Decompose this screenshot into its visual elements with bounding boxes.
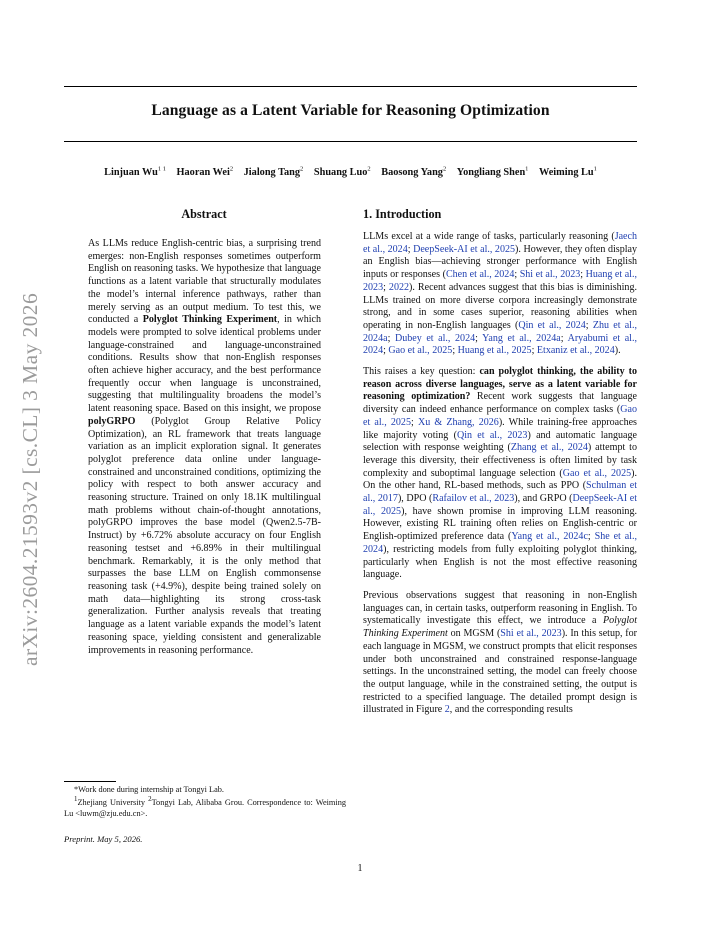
author: Shuang Luo$^2$ <box>313 166 371 179</box>
author: Haoran Wei$^2$ <box>176 166 234 179</box>
citation-link[interactable]: Etxaniz et al., 2024 <box>536 345 615 357</box>
title-rule-top <box>64 86 637 87</box>
figure-link[interactable]: 2 <box>444 704 450 716</box>
author: Jialong Tang$^2$ <box>243 166 304 179</box>
citation-link[interactable]: DeepSeek-AI et al., 2025 <box>363 493 638 517</box>
title-rule-bottom <box>64 141 637 142</box>
citation-link[interactable]: Shi et al., 2023 <box>519 269 581 281</box>
citation-link[interactable]: Zhu et al., 2024a <box>363 319 638 344</box>
citation-link[interactable]: She et al., 2024 <box>363 531 637 555</box>
citation-link[interactable]: DeepSeek-AI et al., 2025 <box>413 243 516 255</box>
citation-link[interactable]: Dubey et al., 2024 <box>394 332 476 344</box>
citation-link[interactable]: Gao et al., 2025 <box>363 404 637 428</box>
abstract-text: As LLMs reduce English-centric bias, a surprising trend emerges: non-English responses sometimes outperform English on reasoning tasks. We hypothesize that language functions as a latent variable that structurally modulates the model’s internal inference pathways, rather than merely serving as an output medium. To test this, we conducted a Polyglot Thinking Experiment, in which models were prompted to solve identical problems under language-constrained and language-unconstrained conditions. Results show that non-English responses often achieve higher accuracy, and the best performance frequently occur when language is unconstrained, suggesting that multilinguality broadens the model’s latent reasoning space. Based on this insight, we propose polyGRPO (Polyglot Group Relative Policy Optimization), an RL framework that treats language variation as an implicit exploration signal. It generates polyglot preference data online under language-constrained and unconstrained conditions, optimizing the policy with respect to both answer accuracy and reasoning structure. Trained on only 18.1K multilingual math problems without chain-of-thought annotations, polyGRPO improves the base model (Qwen2.5-7B-Instruct) by +6.72% absolute accuracy on four English reasoning testset and +6.89% in their multilingual benchmark. Remarkably, it is the only method that surpasses the base LLM on English commonsense reasoning task (+4.9%), despite being trained solely on math data—highlighting its strong cross-task generalization. Further analysis reveals that treating language as a latent variable expands the model’s latent reasoning space, yielding consistent and generalizable improvements in reasoning performance. <box>88 238 321 656</box>
citation-link[interactable]: Yang et al., 2024c <box>511 531 588 543</box>
citation-link[interactable]: Qin et al., 2023 <box>456 429 528 441</box>
author: Yongliang Shen$^1$ <box>456 166 529 179</box>
paragraph: LLMs excel at a wide range of tasks, particularly reasoning (Jaech et al., 2024; DeepSeek-AI et al., 2025). However, they often display an English bias—achieving stronger performance with English inputs or responses (Chen et al., 2024; Shi et al., 2023; Huang et al., 2023; 2022). Recent advances suggest that this bias is diminishing. LLMs trained on more diverse corpora increasingly demonstrate strong, and in some cases superior, reasoning abilities when operating in non-English languages (Qin et al., 2024; Zhu et al., 2024a; Dubey et al., 2024; Yang et al., 2024a; Aryabumi et al., 2024; Gao et al., 2025; Huang et al., 2025; Etxaniz et al., 2024). <box>363 231 638 357</box>
citation-link[interactable]: Shi et al., 2023 <box>500 628 562 640</box>
citation-link[interactable]: Jaech et al., 2024 <box>363 231 637 255</box>
citation-link[interactable]: Schulman et al., 2017 <box>363 480 637 505</box>
paragraph: This raises a key question: can polyglot thinking, the ability to reason across diverse languages, serve as a latent variable for reasoning optimization? Recent work suggests that language diversity can indeed enhance performance on complex tasks (Gao et al., 2025; Xu & Zhang, 2026). While training-free approaches like majority voting (Qin et al., 2023) and automatic language selection with response weighting (Zhang et al., 2024) attempt to leverage this diversity, their effectiveness is often limited by task complexity and suboptimal language selection (Gao et al., 2025). On the other hand, RL-based methods, such as PPO (Schulman et al., 2017), DPO (Rafailov et al., 2023), and GRPO (DeepSeek-AI et al., 2025), have shown promise in improving LLM reasoning. However, existing RL training often relies on English-centric or English-optimized preference data (Yang et al., 2024c; She et al., 2024), restricting models from fully exploiting polyglot thinking, particularly when English is not the most effective reasoning language. <box>363 366 638 581</box>
footnotes <box>64 785 346 819</box>
author-list <box>64 166 637 178</box>
section-heading-introduction: 1. Introduction <box>363 207 442 221</box>
citation-link[interactable]: Gao et al., 2025 <box>562 467 632 479</box>
citation-link[interactable]: Rafailov et al., 2023 <box>432 493 515 505</box>
citation-link[interactable]: Zhang et al., 2024 <box>510 442 588 454</box>
footnote-affiliation: $^1$Zhejiang University $^2$Tongyi Lab, Alibaba Grou. Correspondence to: Weiming Lu <luwm@zju.edu.cn>. <box>64 796 346 818</box>
author: Weiming Lu$^1$ <box>539 166 597 179</box>
introduction-body <box>363 231 637 725</box>
preprint-date: Preprint. May 5, 2026. <box>64 834 143 844</box>
citation-link[interactable]: Xu & Zhang, 2026 <box>417 416 499 428</box>
footnote-rule <box>64 781 116 782</box>
page-number: 1 <box>357 863 363 874</box>
citation-link[interactable]: Huang et al., 2025 <box>457 345 532 357</box>
citation-link[interactable]: Yang et al., 2024a <box>482 332 561 344</box>
author: Linjuan $Wu^{1 1}$ <box>104 166 166 179</box>
abstract-heading: Abstract <box>181 207 227 221</box>
citation-link[interactable]: Aryabumi et al., 2024 <box>363 332 637 357</box>
citation-link[interactable]: Chen et al., 2024 <box>445 269 515 281</box>
citation-link[interactable]: Qin et al., 2024 <box>518 319 586 331</box>
paper-title: Language as a Latent Variable for Reasoning Optimization <box>151 102 550 119</box>
citation-link[interactable]: 2022 <box>388 281 410 293</box>
footnote-work: *Work done during internship at Tongyi Lab. <box>74 785 224 794</box>
paragraph: Previous observations suggest that reasoning in non-English languages can, in certain tasks, outperform reasoning in English. To systematically investigate this effect, we introduce a Polyglot Thinking Experiment on MGSM (Shi et al., 2023). In this setup, for each language in MGSM, we construct prompts that elicit responses under both unconstrained and constrained response-language settings. In the unconstrained setting, the model can freely choose the output language, while in the constrained setting, the output is restricted to a specified language. The detailed prompt design is illustrated in Figure 2, and the corresponding results <box>363 589 638 716</box>
citation-link[interactable]: Huang et al., 2023 <box>363 269 637 293</box>
citation-link[interactable]: Gao et al., 2025 <box>388 345 453 357</box>
author: Baosong Yang$^2$ <box>381 166 447 179</box>
